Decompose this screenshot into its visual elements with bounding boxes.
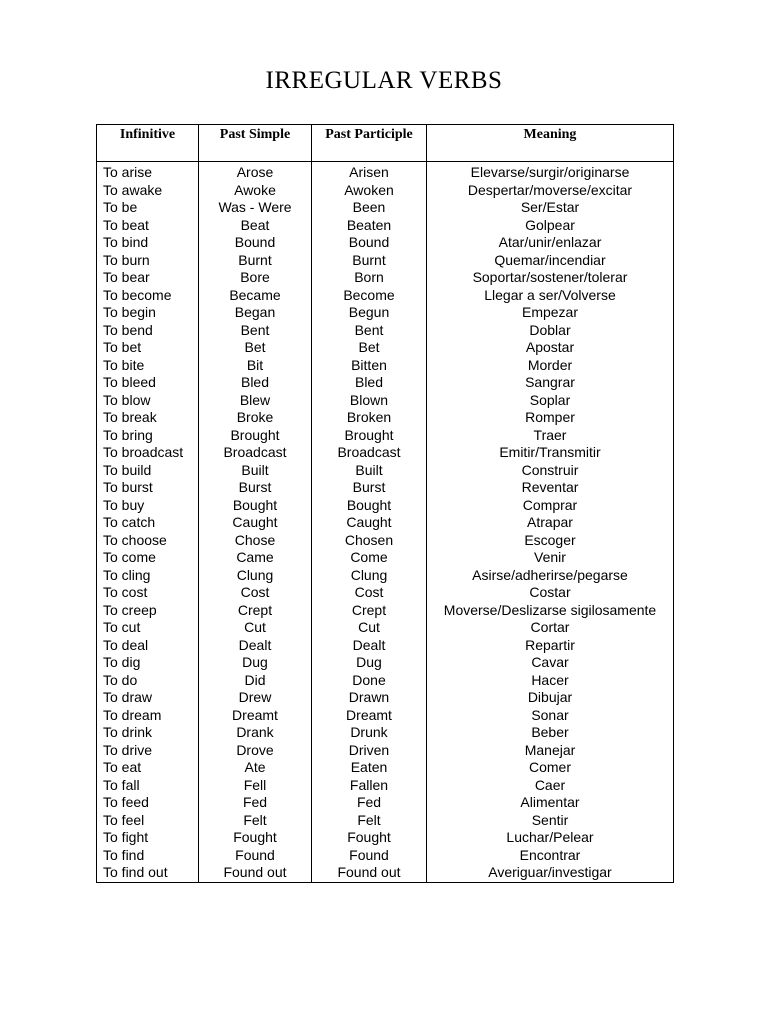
cell-past-participle: Arisen <box>312 162 427 182</box>
cell-past-simple: Dreamt <box>199 707 312 725</box>
cell-infinitive: To become <box>97 287 199 305</box>
table-row <box>97 339 674 357</box>
cell-past-simple: Bought <box>199 497 312 515</box>
cell-infinitive: To feed <box>97 794 199 812</box>
cell-meaning: Caer <box>427 777 674 795</box>
table-row <box>97 549 674 567</box>
cell-infinitive: To choose <box>97 532 199 550</box>
cell-meaning: Despertar/moverse/excitar <box>427 182 674 200</box>
cell-past-participle: Done <box>312 672 427 690</box>
cell-past-simple: Drew <box>199 689 312 707</box>
cell-meaning: Sonar <box>427 707 674 725</box>
table-row <box>97 602 674 620</box>
table-row <box>97 409 674 427</box>
cell-past-simple: Bent <box>199 322 312 340</box>
cell-past-participle: Cost <box>312 584 427 602</box>
cell-meaning: Golpear <box>427 217 674 235</box>
table-row <box>97 462 674 480</box>
header-infinitive: Infinitive <box>97 125 199 162</box>
cell-infinitive: To bleed <box>97 374 199 392</box>
cell-infinitive: To draw <box>97 689 199 707</box>
irregular-verbs-table <box>96 124 674 883</box>
table-row <box>97 322 674 340</box>
cell-past-participle: Fought <box>312 829 427 847</box>
cell-past-participle: Crept <box>312 602 427 620</box>
table-row <box>97 777 674 795</box>
table-row <box>97 287 674 305</box>
cell-infinitive: To dream <box>97 707 199 725</box>
cell-past-participle: Fallen <box>312 777 427 795</box>
cell-past-participle: Dreamt <box>312 707 427 725</box>
cell-meaning: Venir <box>427 549 674 567</box>
table-row <box>97 742 674 760</box>
table-row <box>97 637 674 655</box>
cell-past-participle: Born <box>312 269 427 287</box>
cell-past-simple: Caught <box>199 514 312 532</box>
cell-meaning: Doblar <box>427 322 674 340</box>
cell-past-participle: Felt <box>312 812 427 830</box>
cell-infinitive: To do <box>97 672 199 690</box>
cell-past-participle: Driven <box>312 742 427 760</box>
table-row <box>97 427 674 445</box>
cell-infinitive: To dig <box>97 654 199 672</box>
cell-past-participle: Found <box>312 847 427 865</box>
cell-infinitive: To arise <box>97 162 199 182</box>
cell-meaning: Hacer <box>427 672 674 690</box>
cell-past-simple: Fought <box>199 829 312 847</box>
table-row <box>97 812 674 830</box>
table-row <box>97 479 674 497</box>
cell-meaning: Luchar/Pelear <box>427 829 674 847</box>
cell-infinitive: To bet <box>97 339 199 357</box>
table-row <box>97 514 674 532</box>
cell-past-participle: Bitten <box>312 357 427 375</box>
table-row <box>97 584 674 602</box>
cell-past-participle: Dug <box>312 654 427 672</box>
cell-infinitive: To deal <box>97 637 199 655</box>
cell-past-simple: Bit <box>199 357 312 375</box>
cell-meaning: Moverse/Deslizarse sigilosamente <box>427 602 674 620</box>
cell-meaning: Comprar <box>427 497 674 515</box>
cell-meaning: Elevarse/surgir/originarse <box>427 162 674 182</box>
table-row <box>97 794 674 812</box>
table-row <box>97 252 674 270</box>
cell-infinitive: To cling <box>97 567 199 585</box>
cell-past-participle: Bent <box>312 322 427 340</box>
cell-infinitive: To cut <box>97 619 199 637</box>
cell-meaning: Ser/Estar <box>427 199 674 217</box>
cell-infinitive: To broadcast <box>97 444 199 462</box>
table-row <box>97 672 674 690</box>
cell-past-simple: Was - Were <box>199 199 312 217</box>
cell-past-simple: Drove <box>199 742 312 760</box>
cell-past-simple: Crept <box>199 602 312 620</box>
cell-past-participle: Blown <box>312 392 427 410</box>
cell-meaning: Sangrar <box>427 374 674 392</box>
cell-past-simple: Felt <box>199 812 312 830</box>
cell-past-participle: Broadcast <box>312 444 427 462</box>
cell-past-simple: Found <box>199 847 312 865</box>
cell-past-participle: Clung <box>312 567 427 585</box>
cell-infinitive: To fall <box>97 777 199 795</box>
cell-infinitive: To fight <box>97 829 199 847</box>
cell-past-participle: Drawn <box>312 689 427 707</box>
table-row <box>97 532 674 550</box>
cell-past-simple: Dealt <box>199 637 312 655</box>
cell-past-simple: Found out <box>199 864 312 882</box>
cell-past-simple: Brought <box>199 427 312 445</box>
cell-meaning: Romper <box>427 409 674 427</box>
cell-meaning: Averiguar/investigar <box>427 864 674 882</box>
cell-infinitive: To break <box>97 409 199 427</box>
cell-past-simple: Awoke <box>199 182 312 200</box>
cell-infinitive: To awake <box>97 182 199 200</box>
cell-past-simple: Came <box>199 549 312 567</box>
cell-past-participle: Drunk <box>312 724 427 742</box>
cell-past-participle: Chosen <box>312 532 427 550</box>
table-row <box>97 847 674 865</box>
cell-meaning: Llegar a ser/Volverse <box>427 287 674 305</box>
cell-past-participle: Burst <box>312 479 427 497</box>
cell-past-simple: Blew <box>199 392 312 410</box>
table-row <box>97 724 674 742</box>
header-past-participle: Past Participle <box>312 125 427 162</box>
cell-past-simple: Chose <box>199 532 312 550</box>
cell-infinitive: To feel <box>97 812 199 830</box>
cell-past-simple: Did <box>199 672 312 690</box>
cell-infinitive: To cost <box>97 584 199 602</box>
cell-meaning: Cavar <box>427 654 674 672</box>
cell-past-simple: Cost <box>199 584 312 602</box>
cell-infinitive: To build <box>97 462 199 480</box>
cell-meaning: Apostar <box>427 339 674 357</box>
table-row <box>97 497 674 515</box>
cell-past-simple: Bore <box>199 269 312 287</box>
cell-past-simple: Bet <box>199 339 312 357</box>
cell-past-participle: Caught <box>312 514 427 532</box>
table-body <box>97 162 674 883</box>
cell-past-simple: Fed <box>199 794 312 812</box>
cell-infinitive: To begin <box>97 304 199 322</box>
cell-meaning: Manejar <box>427 742 674 760</box>
cell-meaning: Dibujar <box>427 689 674 707</box>
cell-past-participle: Bound <box>312 234 427 252</box>
table-header-row <box>97 125 674 162</box>
cell-infinitive: To bite <box>97 357 199 375</box>
cell-meaning: Alimentar <box>427 794 674 812</box>
cell-infinitive: To come <box>97 549 199 567</box>
table-row <box>97 217 674 235</box>
table-row <box>97 654 674 672</box>
cell-infinitive: To catch <box>97 514 199 532</box>
table-row <box>97 689 674 707</box>
cell-past-participle: Dealt <box>312 637 427 655</box>
cell-past-simple: Beat <box>199 217 312 235</box>
cell-past-participle: Bet <box>312 339 427 357</box>
cell-past-simple: Bled <box>199 374 312 392</box>
cell-past-simple: Became <box>199 287 312 305</box>
cell-past-simple: Bound <box>199 234 312 252</box>
cell-infinitive: To beat <box>97 217 199 235</box>
table-row <box>97 864 674 882</box>
cell-meaning: Construir <box>427 462 674 480</box>
cell-past-participle: Eaten <box>312 759 427 777</box>
cell-meaning: Empezar <box>427 304 674 322</box>
cell-past-participle: Come <box>312 549 427 567</box>
cell-meaning: Encontrar <box>427 847 674 865</box>
cell-past-participle: Been <box>312 199 427 217</box>
table-row <box>97 444 674 462</box>
cell-infinitive: To eat <box>97 759 199 777</box>
header-past-simple: Past Simple <box>199 125 312 162</box>
cell-past-participle: Begun <box>312 304 427 322</box>
table-row <box>97 199 674 217</box>
table-row <box>97 182 674 200</box>
cell-past-participle: Burnt <box>312 252 427 270</box>
cell-infinitive: To bind <box>97 234 199 252</box>
cell-infinitive: To buy <box>97 497 199 515</box>
cell-infinitive: To bring <box>97 427 199 445</box>
cell-past-simple: Broadcast <box>199 444 312 462</box>
cell-meaning: Repartir <box>427 637 674 655</box>
cell-past-simple: Cut <box>199 619 312 637</box>
table-row <box>97 304 674 322</box>
cell-meaning: Traer <box>427 427 674 445</box>
cell-past-simple: Ate <box>199 759 312 777</box>
cell-infinitive: To blow <box>97 392 199 410</box>
header-meaning: Meaning <box>427 125 674 162</box>
table-row <box>97 707 674 725</box>
table-row <box>97 619 674 637</box>
cell-meaning: Atrapar <box>427 514 674 532</box>
cell-past-participle: Cut <box>312 619 427 637</box>
cell-meaning: Escoger <box>427 532 674 550</box>
cell-infinitive: To bear <box>97 269 199 287</box>
cell-past-simple: Broke <box>199 409 312 427</box>
cell-meaning: Atar/unir/enlazar <box>427 234 674 252</box>
cell-past-participle: Found out <box>312 864 427 882</box>
cell-past-participle: Fed <box>312 794 427 812</box>
table-row <box>97 392 674 410</box>
cell-meaning: Soplar <box>427 392 674 410</box>
cell-past-participle: Built <box>312 462 427 480</box>
cell-past-participle: Awoken <box>312 182 427 200</box>
cell-infinitive: To bend <box>97 322 199 340</box>
cell-infinitive: To be <box>97 199 199 217</box>
cell-infinitive: To burn <box>97 252 199 270</box>
cell-past-simple: Built <box>199 462 312 480</box>
cell-past-simple: Arose <box>199 162 312 182</box>
cell-infinitive: To burst <box>97 479 199 497</box>
cell-meaning: Sentir <box>427 812 674 830</box>
table-row <box>97 759 674 777</box>
cell-past-simple: Began <box>199 304 312 322</box>
cell-infinitive: To drink <box>97 724 199 742</box>
cell-meaning: Asirse/adherirse/pegarse <box>427 567 674 585</box>
cell-infinitive: To find out <box>97 864 199 882</box>
table-row <box>97 829 674 847</box>
cell-past-simple: Burst <box>199 479 312 497</box>
cell-meaning: Comer <box>427 759 674 777</box>
table-row <box>97 162 674 182</box>
cell-past-participle: Bought <box>312 497 427 515</box>
cell-meaning: Quemar/incendiar <box>427 252 674 270</box>
table-row <box>97 374 674 392</box>
cell-meaning: Morder <box>427 357 674 375</box>
cell-meaning: Cortar <box>427 619 674 637</box>
cell-meaning: Soportar/sostener/tolerar <box>427 269 674 287</box>
cell-infinitive: To creep <box>97 602 199 620</box>
table-row <box>97 567 674 585</box>
cell-meaning: Beber <box>427 724 674 742</box>
cell-past-simple: Clung <box>199 567 312 585</box>
table-row <box>97 269 674 287</box>
cell-past-participle: Broken <box>312 409 427 427</box>
cell-meaning: Costar <box>427 584 674 602</box>
cell-past-simple: Fell <box>199 777 312 795</box>
cell-past-simple: Burnt <box>199 252 312 270</box>
cell-past-simple: Drank <box>199 724 312 742</box>
cell-infinitive: To find <box>97 847 199 865</box>
table-row <box>97 234 674 252</box>
cell-past-participle: Bled <box>312 374 427 392</box>
table-row <box>97 357 674 375</box>
cell-past-participle: Beaten <box>312 217 427 235</box>
cell-meaning: Emitir/Transmitir <box>427 444 674 462</box>
cell-past-simple: Dug <box>199 654 312 672</box>
cell-past-participle: Brought <box>312 427 427 445</box>
cell-past-participle: Become <box>312 287 427 305</box>
cell-infinitive: To drive <box>97 742 199 760</box>
cell-meaning: Reventar <box>427 479 674 497</box>
page-title: IRREGULAR VERBS <box>265 67 503 94</box>
